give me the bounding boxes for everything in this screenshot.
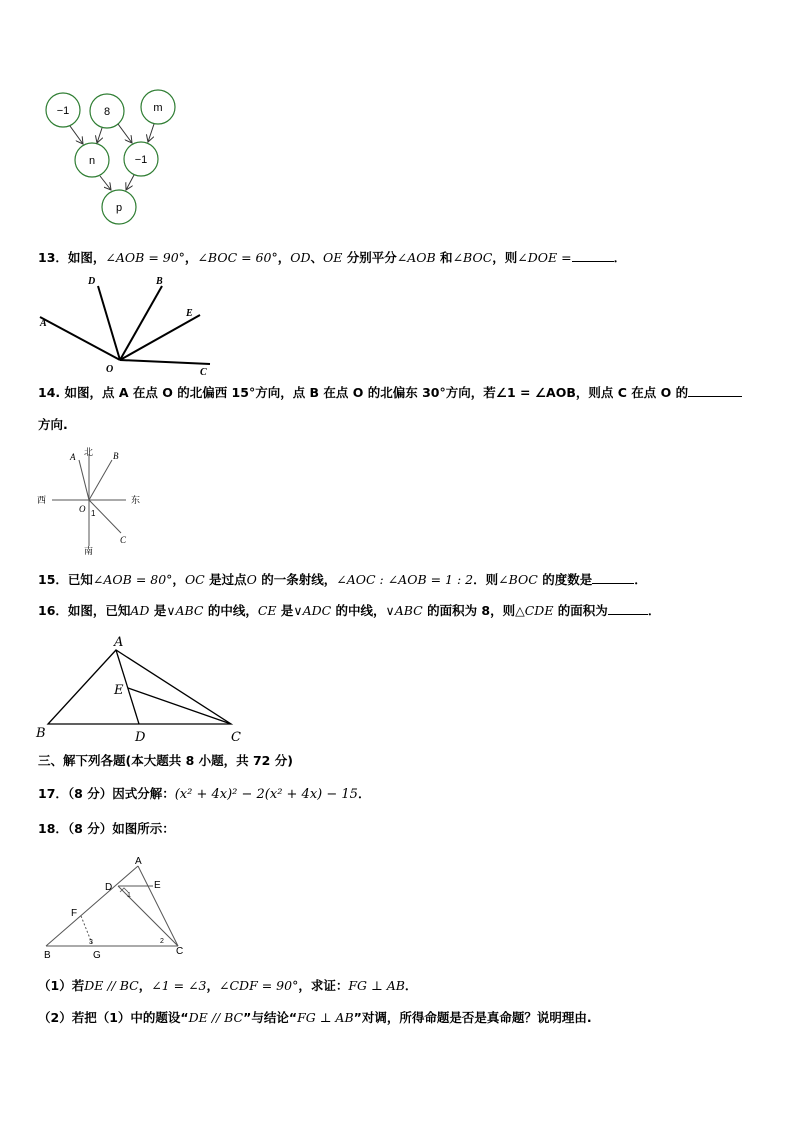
text: ，则	[492, 250, 518, 265]
text: ”对调，所得命题是否是真命题？说明理由.	[353, 1010, 592, 1025]
label-angle-1: 1	[127, 892, 131, 899]
math: ∠AOB = 80°	[92, 572, 173, 587]
math: ∠AOC : ∠AOB = 1 : 2	[336, 572, 474, 587]
text: ．则	[473, 572, 499, 587]
node-label: 8	[103, 106, 111, 118]
label-E: E	[186, 308, 193, 319]
question-14	[38, 384, 742, 402]
text: （2）若把（1）中的题设“	[38, 1010, 189, 1025]
text: 、	[310, 250, 324, 265]
math: ∠BOC = 60°	[197, 250, 278, 265]
node-label: n	[88, 155, 96, 167]
label-O: O	[79, 504, 86, 514]
label-B: B	[36, 726, 46, 741]
text: （1）若	[38, 978, 85, 993]
text: 分别平分	[342, 250, 397, 265]
math: △CDE	[515, 603, 554, 618]
math: DE // BC	[188, 1010, 244, 1025]
question-17	[38, 785, 370, 804]
math: DE // BC	[84, 978, 139, 993]
q17-num: 17．（8 分）因式分解：	[38, 786, 175, 801]
label-A: A	[135, 856, 142, 867]
label-angle-1: 1	[91, 509, 96, 518]
text: 的一条射线，	[256, 572, 337, 587]
q13-angle-figure	[38, 272, 223, 377]
label-D: D	[135, 730, 146, 744]
node-label: −1	[56, 105, 70, 117]
text: ，	[138, 978, 152, 993]
question-15	[38, 571, 647, 589]
text: 是	[149, 603, 167, 618]
label-B: B	[44, 950, 51, 961]
question-18	[38, 820, 175, 838]
label-O: O	[106, 364, 114, 375]
text: ”与结论“	[243, 1010, 298, 1025]
text: ，	[172, 572, 185, 587]
math: ∨ABC	[385, 603, 423, 618]
section-3-title	[38, 752, 293, 770]
math: FG ⊥ AB	[297, 1010, 354, 1025]
question-13	[38, 249, 626, 267]
label-B: B	[156, 276, 163, 287]
text: 的面积为 8，则	[422, 603, 516, 618]
label-D: D	[105, 882, 113, 893]
text: 是	[276, 603, 294, 618]
label-east: 东	[131, 495, 141, 505]
text: ．	[634, 572, 647, 587]
node-label: −1	[134, 154, 148, 166]
question-16	[38, 602, 660, 620]
question-18-part2	[38, 1009, 592, 1027]
label-angle-2: 2	[160, 938, 164, 945]
label-A: A	[40, 318, 47, 329]
answer-blank[interactable]	[572, 249, 614, 262]
answer-blank[interactable]	[608, 602, 648, 615]
q14-line2: 方向.	[38, 417, 68, 432]
node-label: p	[115, 202, 123, 214]
label-B: B	[113, 451, 119, 461]
text: ．	[404, 978, 418, 993]
q18-geometry-figure	[38, 854, 188, 964]
math: ∠AOB	[396, 250, 436, 265]
math: OC	[184, 572, 205, 587]
math-expression: (x² + 4x)² − 2(x² + 4x) − 15	[174, 787, 358, 802]
section-title: 三、解下列各题(本大题共 8 小题，共 72 分)	[38, 753, 293, 768]
text: 是过点	[204, 572, 247, 587]
label-C: C	[176, 946, 184, 957]
number-flow-diagram	[40, 85, 190, 230]
q15-num: 15．已知	[38, 572, 93, 587]
label-D: D	[88, 276, 96, 287]
label-north: 北	[84, 447, 94, 457]
math: ∠1 = ∠3	[151, 978, 207, 993]
label-A: A	[114, 635, 124, 650]
math: O	[246, 572, 257, 587]
math: ∨ADC	[293, 603, 332, 618]
text: ．	[357, 786, 371, 801]
text: ，	[184, 250, 198, 265]
math: ∨ABC	[166, 603, 204, 618]
q13-num: 13．如图，	[38, 250, 106, 265]
text: ，	[206, 978, 220, 993]
answer-blank[interactable]	[688, 384, 742, 397]
math: AD	[130, 603, 150, 618]
q16-num: 16．如图，已知	[38, 603, 131, 618]
q14-direction-figure	[36, 446, 151, 558]
text: 的面积为	[553, 603, 608, 618]
text: ，	[277, 250, 291, 265]
q18-num: 18．（8 分）如图所示：	[38, 821, 175, 836]
text: 和	[435, 250, 453, 265]
math: ∠BOC	[498, 572, 538, 587]
text: 的度数是	[537, 572, 593, 587]
math: OE	[323, 250, 343, 265]
label-G: G	[93, 950, 101, 961]
math: ∠AOB = 90°	[105, 250, 185, 265]
label-C: C	[200, 367, 207, 377]
node-label: m	[153, 102, 163, 114]
label-E: E	[154, 880, 161, 891]
label-west: 西	[37, 495, 47, 505]
text: ，求证：	[298, 978, 349, 993]
math: OD	[290, 250, 311, 265]
q14-line1: 14. 如图，点 A 在点 O 的北偏西 15°方向，点 B 在点 O 的北偏东 30°方向，若∠1 = ∠AOB，则点 C 在点 O 的	[38, 385, 689, 400]
label-F: F	[71, 908, 78, 919]
math: ∠CDF = 90°	[219, 978, 299, 993]
math: FG ⊥ AB	[348, 978, 405, 993]
text: ．	[647, 603, 661, 618]
text: ．	[613, 250, 627, 265]
text: 的中线，	[331, 603, 386, 618]
math: ∠DOE =	[517, 250, 572, 265]
label-A: A	[70, 452, 76, 462]
q16-triangle-figure	[34, 632, 254, 744]
question-14-cont	[38, 416, 68, 434]
text: 的中线，	[203, 603, 258, 618]
question-18-part1	[38, 977, 417, 995]
math: CE	[257, 603, 277, 618]
math: ∠BOC	[452, 250, 493, 265]
label-E: E	[114, 683, 124, 698]
label-C: C	[120, 535, 127, 545]
answer-blank[interactable]	[592, 571, 634, 584]
label-C: C	[231, 730, 241, 744]
label-angle-3: 3	[89, 939, 93, 946]
label-south: 南	[84, 546, 94, 556]
